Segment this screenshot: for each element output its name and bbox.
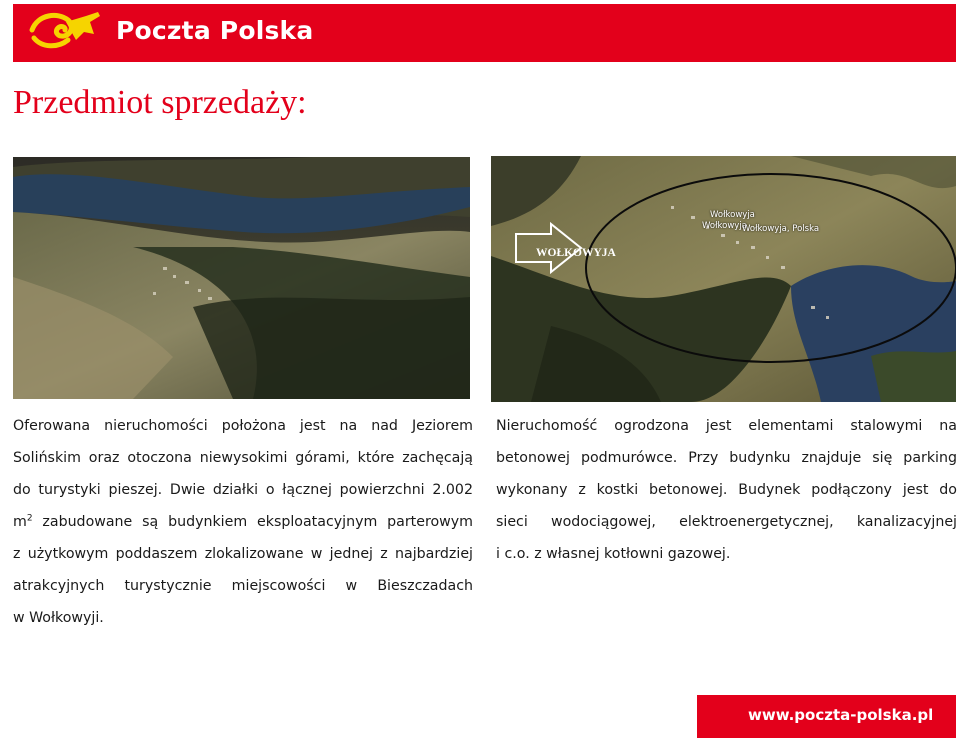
map-arrow-label: WOŁKOWYJA — [536, 247, 616, 259]
text-line-rest: zabudowane są budynkiem eksploatacyjnym parterowym — [32, 514, 473, 530]
brand-logo[interactable] — [28, 8, 313, 52]
area-unit-exponent: 2 — [26, 513, 33, 524]
text-line: Oferowana nieruchomości położona jest na nad Jeziorem — [13, 418, 473, 434]
text-line — [13, 506, 473, 538]
aerial-photo-right — [491, 156, 956, 402]
aerial-photo-left — [13, 157, 470, 399]
text-line: atrakcyjnych turystycznie miejscowości w Bieszczadach — [13, 578, 473, 594]
aerial-photo-lake-icon — [13, 157, 470, 399]
brand-name: Poczta Polska — [116, 15, 314, 45]
text-line: sieci wodociągowej, elektroenergetycznej, kanalizacyjnej — [496, 514, 957, 530]
page-title: Przedmiot sprzedaży: — [13, 84, 307, 121]
map-place-label: Wołkowyja — [710, 210, 755, 220]
map-place-label: Wołkowyja — [702, 221, 747, 231]
footer-website-link[interactable]: www.poczta-polska.pl — [748, 706, 934, 724]
text-line: do turystyki pieszej. Dwie działki o łącznej powierzchni 2.002 — [13, 482, 473, 498]
posthorn-icon — [28, 10, 106, 50]
property-description-left — [13, 410, 473, 634]
text-line: w Wołkowyji. — [13, 610, 104, 626]
text-line: wykonany z kostki betonowej. Budynek podłączony jest do — [496, 482, 957, 498]
area-unit: m — [13, 514, 27, 530]
property-description-right — [496, 410, 957, 570]
map-place-label: Wołkowyja, Polska — [742, 224, 820, 234]
text-line: z użytkowym poddaszem zlokalizowane w jednej z najbardziej — [13, 546, 473, 562]
text-line: betonowej podmurówce. Przy budynku znajduje się parking — [496, 450, 957, 466]
text-line: Nieruchomość ogrodzona jest elementami stalowymi na — [496, 418, 957, 434]
aerial-photo-village-icon — [491, 156, 956, 402]
text-line: i c.o. z własnej kotłowni gazowej. — [496, 546, 731, 562]
text-line: Solińskim oraz otoczona niewysokimi górami, które zachęcają — [13, 450, 473, 466]
